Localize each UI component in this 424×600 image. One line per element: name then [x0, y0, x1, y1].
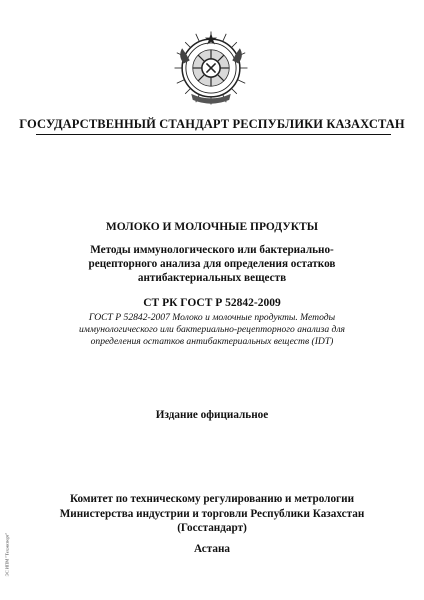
heading-divider — [36, 134, 391, 135]
side-watermark: ЭС ИПМ "Техэксперт" — [4, 532, 10, 577]
publisher-line: Министерства индустрии и торговли Республики Казахстан — [59, 507, 365, 520]
subtitle-line: Методы иммунологического или бактериально- — [90, 244, 334, 256]
publisher-line: (Госстандарт) — [177, 522, 247, 534]
publisher-block — [40, 492, 384, 536]
standard-type-heading: ГОСУДАРСТВЕННЫЙ СТАНДАРТ РЕСПУБЛИКИ КАЗАХСТАН — [19, 117, 405, 131]
document-subtitle — [60, 243, 364, 285]
standard-number: СТ РК ГОСТ Р 52842-2009 — [143, 297, 281, 309]
subtitle-line: антибактериальных веществ — [137, 272, 287, 284]
publisher-line: Комитет по техническому регулированию и метрологии — [69, 493, 355, 505]
edition-label: Издание официальное — [155, 409, 269, 421]
kazakhstan-state-emblem-icon — [173, 30, 249, 106]
reference-standard-note — [70, 312, 354, 348]
reference-line: определения остатков антибактериальных веществ (IDT) — [90, 336, 334, 347]
reference-line: ГОСТ Р 52842-2007 Молоко и молочные продукты. Методы — [88, 312, 336, 323]
reference-line: иммунологического или бактериально-рецепторного анализа для — [78, 324, 346, 335]
publication-city: Астана — [193, 543, 231, 555]
subtitle-line: рецепторного анализа для определения остатков — [88, 258, 336, 270]
document-title: МОЛОКО И МОЛОЧНЫЕ ПРОДУКТЫ — [105, 221, 319, 233]
